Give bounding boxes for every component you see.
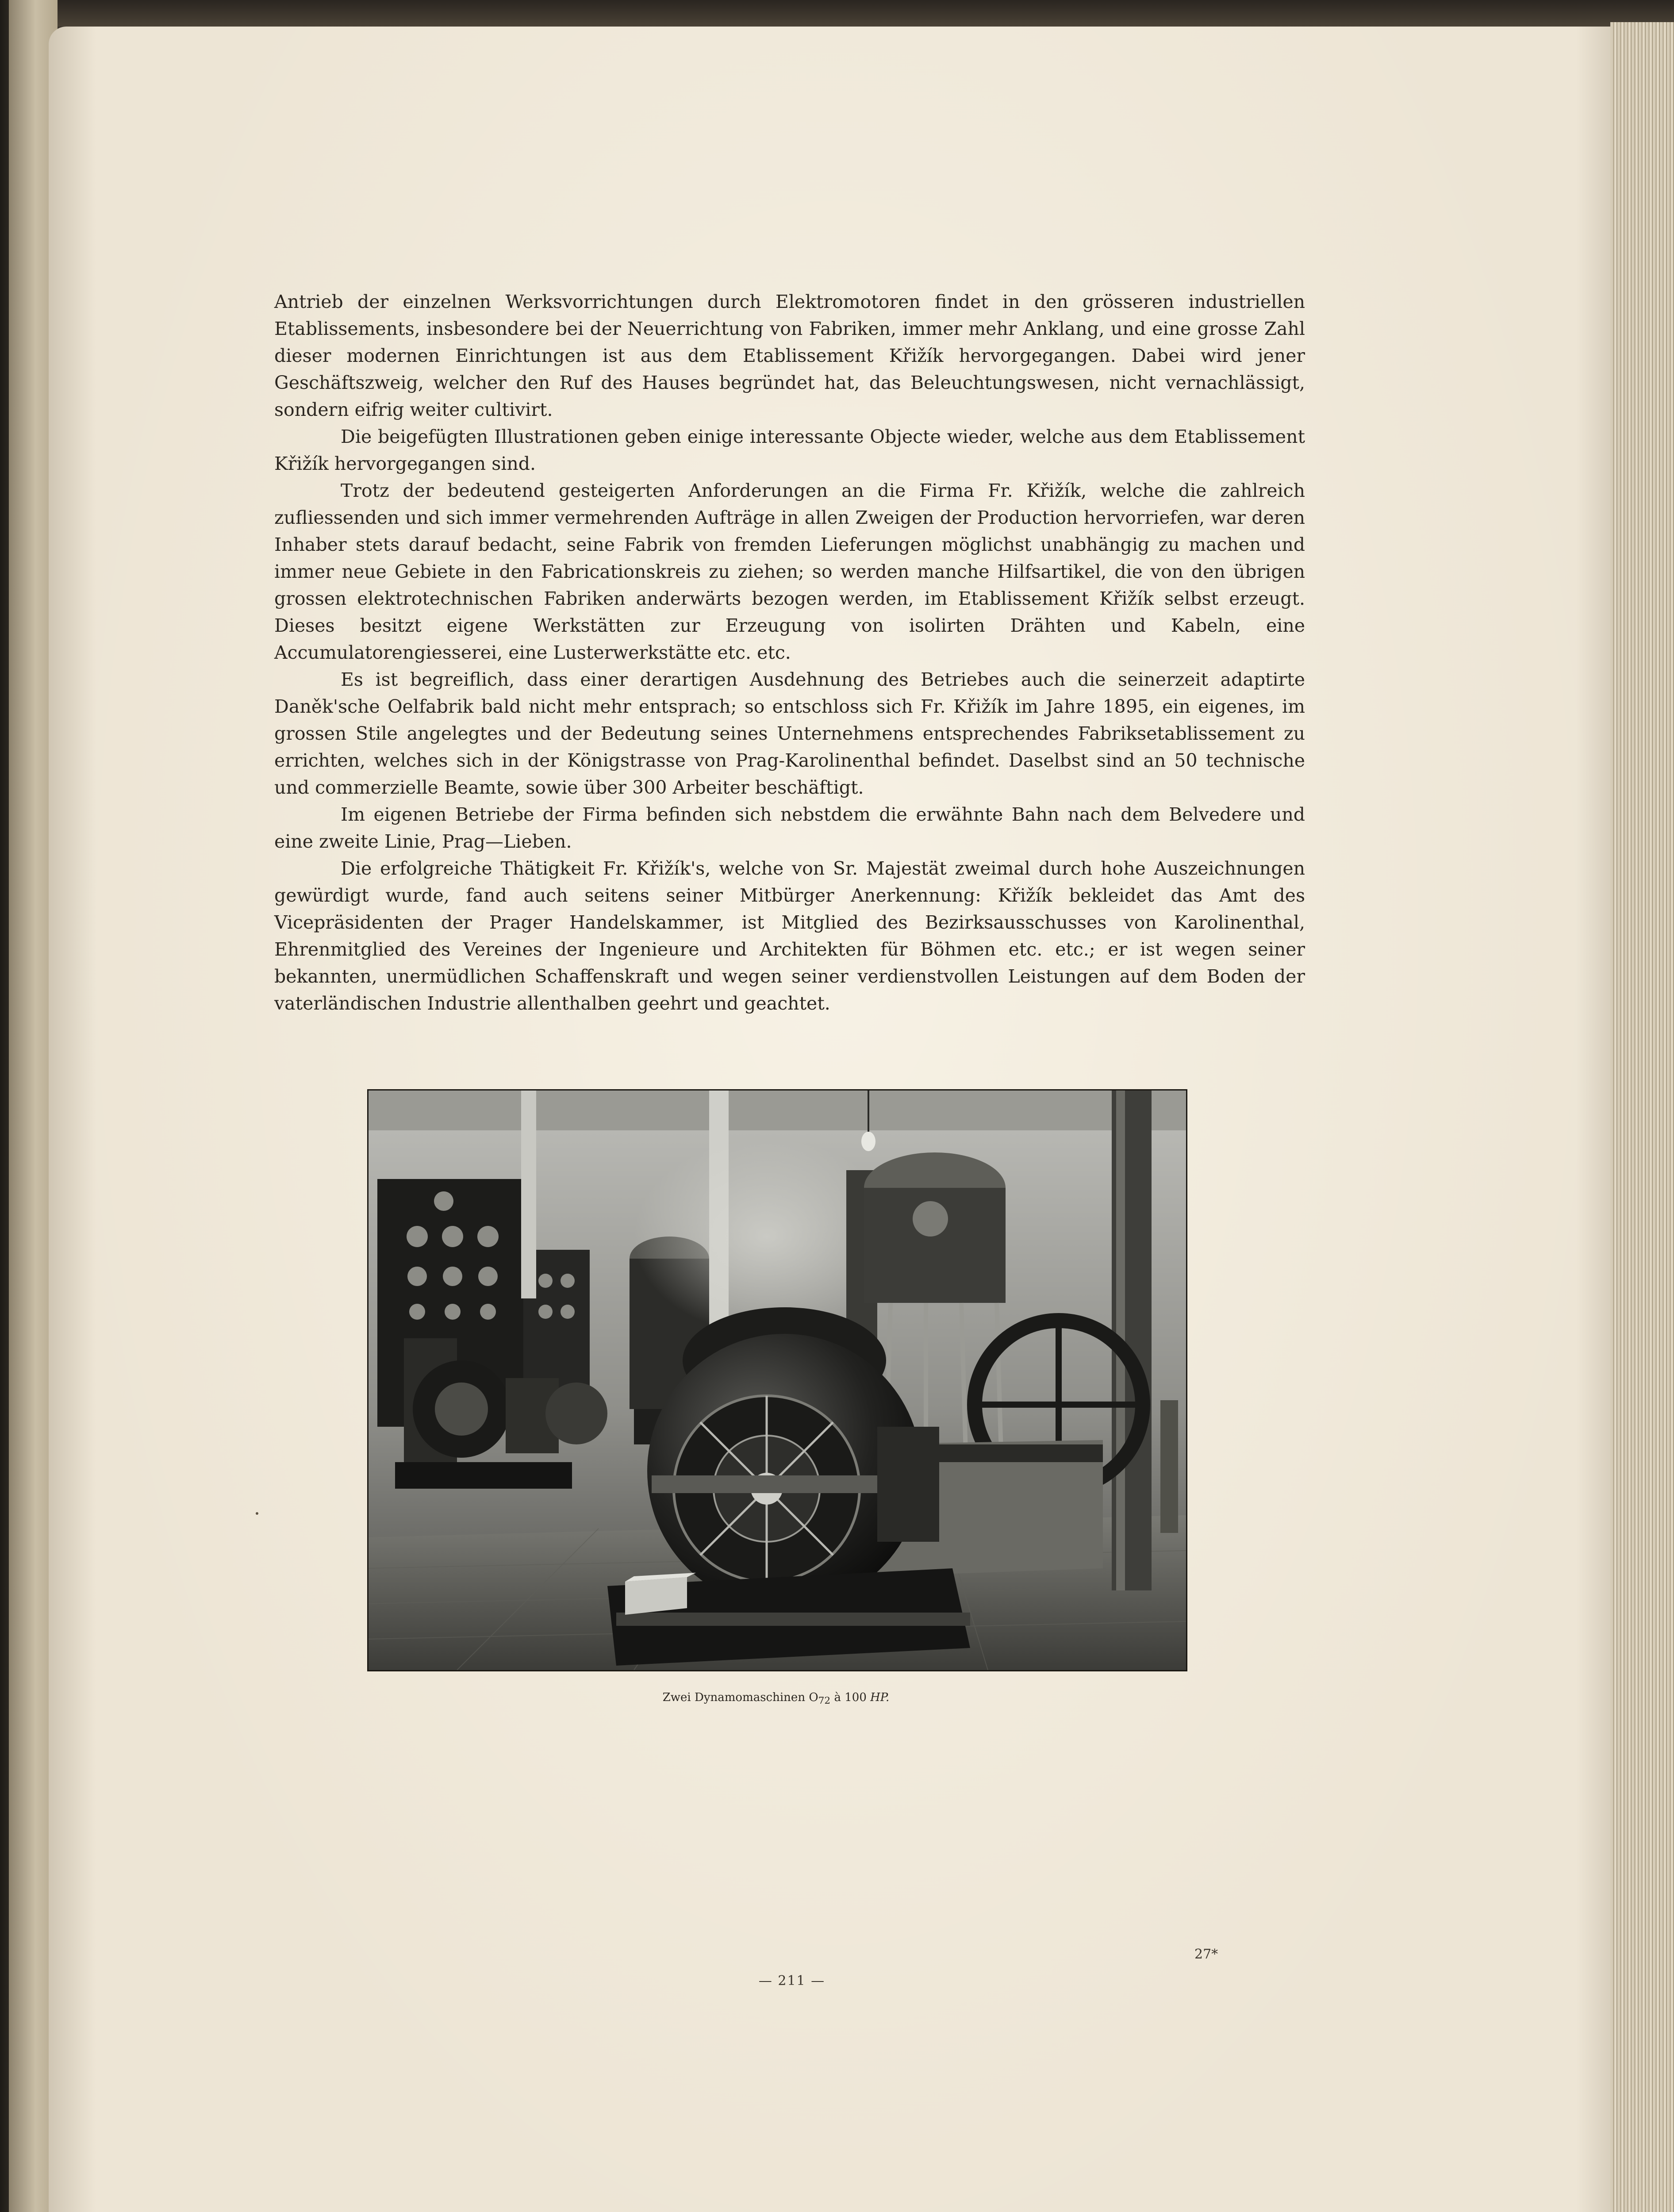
caption-prefix: Zwei Dynamomaschinen O bbox=[662, 1691, 818, 1704]
paragraph: Es ist begreiflich, dass einer derartigen Ausdehnung des Betriebes auch die seinerzeit adaptirte Daněk'sche Oelfabrik bald nicht mehr entsprach; so entschloss sich Fr. Křižík im Jahre 1895, ein eigenes, im grossen Stile angelegtes und der Bedeutung seines Unternehmens entsprechendes Fabriksetablissement zu errichten, welches sich in der Königstrasse von Prag-Karolinenthal befindet. Daselbst sind an 50 technische und commerzielle Beamte, sowie über 300 Arbeiter beschäftigt. bbox=[274, 669, 1305, 798]
dynamo-machine-photograph bbox=[367, 1089, 1187, 1671]
photo-illustration bbox=[369, 1091, 1186, 1670]
paragraph: Die erfolgreiche Thätigkeit Fr. Křižík's, welche von Sr. Majestät zweimal durch hohe Auszeichnungen gewürdigt wurde, fand auch seitens seiner Mitbürger Anerkennung: Křižík bekleidet das Amt des Vicepräsidenten der Prager Handelskammer, ist Mitglied des Bezirksausschusses von Karolinenthal, Ehrenmitglied des Vereines der Ingenieure und Architekten für Böhmen etc. etc.; er ist wegen seiner bekannten, unermüdlichen Schaffenskraft und wegen seiner verdienstvollen Leistungen auf dem Boden der vaterländischen Industrie allenthalben geehrt und geachtet. bbox=[274, 858, 1305, 1014]
caption-unit: HP. bbox=[870, 1691, 890, 1704]
caption-middle: à 100 bbox=[830, 1691, 871, 1704]
page-stack-edge bbox=[1610, 22, 1674, 2212]
caption-subscript: 72 bbox=[818, 1695, 831, 1707]
paragraph: Antrieb der einzelnen Werksvorrichtungen durch Elektromotoren findet in den grösseren industriellen Etablissements, insbesondere bei der Neuerrichtung von Fabriken, immer mehr Anklang, und eine grosse Zahl dieser modernen Einrichtungen ist aus dem Etablissement Křižík hervorgegangen. Dabei wird jener Geschäftszweig, welcher den Ruf des Hauses begründet hat, das Beleuchtungswesen, nicht vernachlässigt, sondern eifrig weiter cultivirt. bbox=[274, 291, 1305, 420]
body-text bbox=[274, 288, 1305, 1017]
paragraph: Trotz der bedeutend gesteigerten Anforderungen an die Firma Fr. Křižík, welche die zahlreich zufliessenden und sich immer vermehrenden Aufträge in allen Zweigen der Production hervorriefen, war deren Inhaber stets darauf bedacht, seine Fabrik von fremden Lieferungen möglichst unabhängig zu machen und immer neue Gebiete in den Fabricationskreis zu ziehen; so werden manche Hilfsartikel, die von den übrigen grossen elektrotechnischen Fabriken anderwärts bezogen werden, im Etablissement Křižík selbst erzeugt. Dieses besitzt eigene Werkstätten zur Erzeugung von isolirten Drähten und Kabeln, eine Accumulatorengiesserei, eine Lusterwerkstätte etc. etc. bbox=[274, 480, 1305, 663]
figure-caption bbox=[367, 1691, 1185, 1706]
speck-mark bbox=[256, 1512, 258, 1515]
signature-mark: 27* bbox=[1194, 1947, 1218, 1962]
paragraph: Im eigenen Betriebe der Firma befinden sich nebstdem die erwähnte Bahn nach dem Belvedere und eine zweite Linie, Prag—Lieben. bbox=[274, 804, 1305, 852]
page-number: — 211 — bbox=[758, 1973, 825, 1989]
paragraph: Die beigefügten Illustrationen geben einige interessante Objecte wieder, welche aus dem Etablissement Křižík hervorgegangen sind. bbox=[274, 426, 1305, 474]
top-shadow bbox=[31, 0, 1674, 27]
